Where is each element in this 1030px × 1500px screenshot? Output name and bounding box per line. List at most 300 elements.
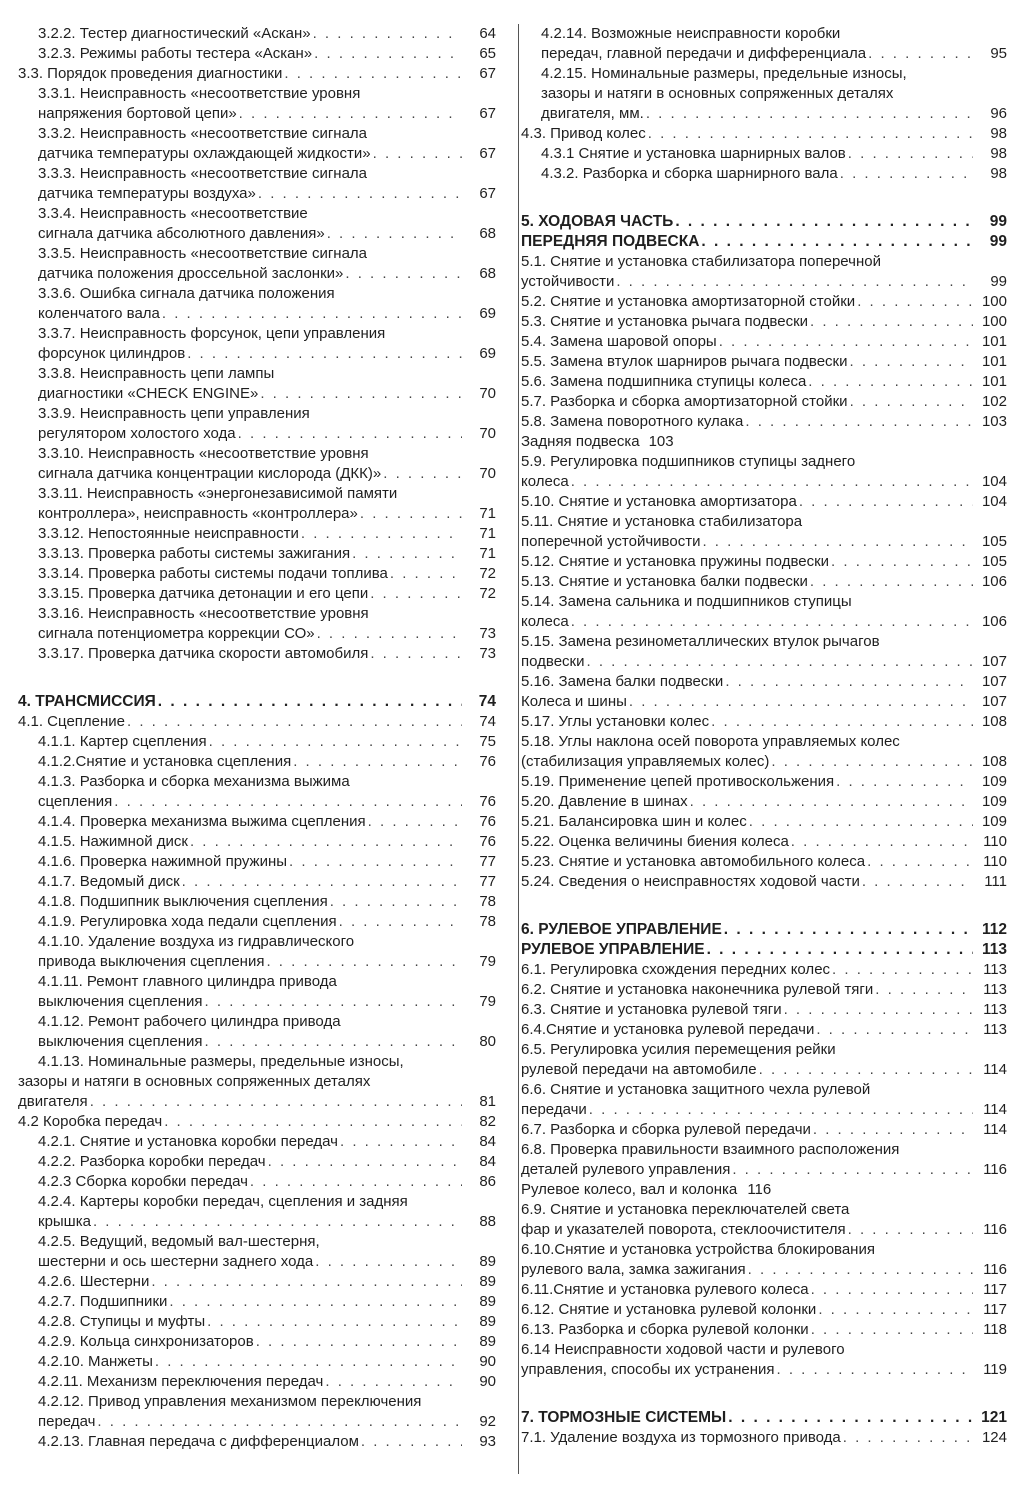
- toc-leader-dots: [358, 504, 462, 524]
- toc-page-number: 98: [990, 145, 1007, 162]
- toc-line: [18, 244, 496, 264]
- toc-entry-title: 6.12. Снятие и установка рулевой колонки: [521, 1301, 817, 1318]
- toc-entry-title: 6.11.Снятие и установка рулевого колеса: [521, 1281, 809, 1298]
- toc-leader-dots: [775, 1360, 973, 1380]
- toc-entry-title: 4.2.15. Номинальные размеры, предельные износы,: [541, 65, 907, 82]
- toc-entry: [18, 584, 496, 604]
- toc-line: [521, 1340, 1007, 1360]
- toc-page-number: 108: [981, 753, 1007, 770]
- toc-line: [521, 752, 1007, 772]
- toc-line: [521, 472, 1007, 492]
- toc-leader-dots: [337, 912, 462, 932]
- toc-line: [521, 612, 1007, 632]
- toc-entry: [521, 1080, 1007, 1120]
- toc-entry-title: 5.21. Балансировка шин и колес: [521, 813, 747, 830]
- toc-entry: [18, 164, 496, 204]
- toc-entry-title: 5.14. Замена сальника и подшипников ступицы: [521, 593, 852, 610]
- toc-entry-title: 4.2.10. Манжеты: [38, 1353, 153, 1370]
- toc-leader-dots: [162, 1112, 462, 1132]
- toc-entry-title: 5.7. Разборка и сборка амортизаторной стойки: [521, 393, 848, 410]
- toc-leader-dots: [95, 1412, 462, 1432]
- toc-leader-dots: [258, 384, 462, 404]
- toc-page-number: 109: [981, 793, 1007, 810]
- toc-line: [521, 1000, 1007, 1020]
- toc-page-number: 81: [479, 1093, 496, 1110]
- toc-line: [18, 524, 496, 544]
- toc-entry-title: 3.3.12. Непостоянные неисправности: [38, 525, 299, 542]
- toc-entry-title: 4.1.11. Ремонт главного цилиндра привода: [38, 973, 337, 990]
- toc-entry-title: колеса: [521, 613, 569, 630]
- toc-leader-dots: [797, 492, 973, 512]
- toc-entry-title: 3.3.13. Проверка работы системы зажигания: [38, 545, 351, 562]
- toc-line: [521, 1080, 1007, 1100]
- toc-page-number: 74: [478, 693, 496, 710]
- toc-entry: [18, 732, 496, 752]
- toc-page-number: 70: [479, 465, 496, 482]
- toc-entry-title: двигателя, мм.: [541, 105, 644, 122]
- toc-line: [18, 424, 496, 444]
- toc-entry-title: передач, главной передачи и дифференциала: [541, 45, 867, 62]
- toc-leader-dots: [149, 1272, 462, 1292]
- toc-leader-dots: [381, 464, 462, 484]
- toc-leader-dots: [287, 852, 462, 872]
- toc-page-number: 117: [983, 1281, 1007, 1298]
- toc-entry-title: 4.1.12. Ремонт рабочего цилиндра привода: [38, 1013, 341, 1030]
- toc-line: [521, 24, 1007, 44]
- toc-line: [18, 992, 496, 1012]
- toc-entry-title: 3.3. Порядок проведения диагностики: [18, 65, 283, 82]
- toc-page-number: 114: [983, 1121, 1007, 1138]
- toc-entry-title: 4.2.5. Ведущий, ведомый вал-шестерня,: [38, 1233, 320, 1250]
- toc-page-number: 102: [981, 393, 1007, 410]
- toc-entry-title: 4.1. Сцепление: [18, 713, 126, 730]
- toc-line: [18, 544, 496, 564]
- toc-page-number: 106: [981, 573, 1007, 590]
- toc-leader-dots: [866, 44, 973, 64]
- toc-entry: [18, 1172, 496, 1192]
- toc-line: [18, 952, 496, 972]
- toc-page-number: 77: [479, 873, 496, 890]
- toc-page-number: 109: [981, 773, 1007, 790]
- toc-entry: [521, 592, 1007, 632]
- toc-leader-dots: [203, 992, 462, 1012]
- toc-page-number: 114: [983, 1061, 1007, 1078]
- toc-entry: [521, 1320, 1007, 1340]
- toc-entry-title: 3.3.7. Неисправность форсунок, цепи управления: [38, 325, 386, 342]
- toc-leader-dots: [614, 272, 973, 292]
- toc-entry-title: 3.3.16. Неисправность «несоответствие уровня: [38, 605, 369, 622]
- toc-page-number: 86: [479, 1173, 496, 1190]
- toc-line: [18, 692, 496, 712]
- toc-line: [18, 624, 496, 644]
- toc-leader-dots: [350, 544, 462, 564]
- toc-leader-dots: [782, 1000, 973, 1020]
- toc-page-number: 89: [479, 1253, 496, 1270]
- toc-page-number: 76: [479, 793, 496, 810]
- toc-entry-title: 4.2.3 Сборка коробки передач: [38, 1173, 248, 1190]
- toc-entry-title: 5.16. Замена балки подвески: [521, 673, 724, 690]
- toc-page-number: 101: [981, 373, 1007, 390]
- toc-entry-title: 6.10.Снятие и установка устройства блокирования: [521, 1241, 875, 1258]
- toc-entry: [521, 312, 1007, 332]
- toc-entry-title: выключения сцепления: [38, 993, 203, 1010]
- toc-line: [521, 492, 1007, 512]
- toc-page-number: 93: [479, 1433, 496, 1450]
- toc-entry-title: 6. РУЛЕВОЕ УПРАВЛЕНИЕ: [521, 921, 722, 938]
- toc-line: [521, 372, 1007, 392]
- toc-leader-dots: [266, 1152, 462, 1172]
- toc-line: [521, 1120, 1007, 1140]
- toc-entry: [18, 1152, 496, 1172]
- toc-line: [18, 1052, 496, 1072]
- toc-leader-dots: [723, 672, 973, 692]
- toc-entry-title: деталей рулевого управления: [521, 1161, 731, 1178]
- toc-entry: [18, 1312, 496, 1332]
- toc-entry-title: 6.6. Снятие и установка защитного чехла рулевой: [521, 1081, 871, 1098]
- toc-page-number: 100: [981, 293, 1007, 310]
- toc-entry: [521, 960, 1007, 980]
- toc-line: [521, 692, 1007, 712]
- toc-page-number: 107: [981, 693, 1007, 710]
- toc-entry: [18, 84, 496, 124]
- toc-entry: [521, 1340, 1007, 1380]
- toc-entry-title: 3.3.8. Неисправность цепи лампы: [38, 365, 275, 382]
- toc-entry-title: 5.12. Снятие и установка пружины подвески: [521, 553, 830, 570]
- toc-line: [18, 644, 496, 664]
- toc-column-right: [518, 24, 1007, 1474]
- toc-line: [18, 484, 496, 504]
- toc-page-number: 79: [479, 953, 496, 970]
- toc-entry-title: колеса: [521, 473, 569, 490]
- toc-page-number: 67: [479, 65, 496, 82]
- toc-entry-title: 4.1.13. Номинальные размеры, предельные износы,: [38, 1053, 404, 1070]
- toc-entry: [521, 352, 1007, 372]
- toc-entry-title: 3.3.17. Проверка датчика скорости автомобиля: [38, 645, 369, 662]
- toc-line: [18, 204, 496, 224]
- toc-page-number: 82: [479, 1113, 496, 1130]
- toc-line: [521, 960, 1007, 980]
- toc-line: [18, 44, 496, 64]
- toc-entry-title: привода выключения сцепления: [38, 953, 265, 970]
- toc-page-number: 112: [981, 921, 1007, 938]
- toc-leader-dots: [185, 344, 462, 364]
- toc-page-number: 96: [990, 105, 1007, 122]
- toc-page-number: 113: [983, 1001, 1007, 1018]
- toc-entry-title: 5.9. Регулировка подшипников ступицы заднего: [521, 453, 856, 470]
- toc-entry-title: 5.4. Замена шаровой опоры: [521, 333, 717, 350]
- toc-line: [18, 872, 496, 892]
- toc-line: [18, 1152, 496, 1172]
- toc-entry-title: 4.3.2. Разборка и сборка шарнирного вала: [541, 165, 838, 182]
- toc-entry: [521, 1280, 1007, 1300]
- toc-leader-dots: [699, 232, 973, 252]
- toc-entry-title: зазоры и натяги в основных сопряженных деталях: [541, 85, 894, 102]
- toc-line: [521, 1200, 1007, 1220]
- toc-page-number: 80: [479, 1033, 496, 1050]
- toc-entry-title: (стабилизация управляемых колес): [521, 753, 770, 770]
- toc-entry: [521, 1428, 1007, 1448]
- toc-line: [18, 852, 496, 872]
- toc-leader-dots: [388, 564, 462, 584]
- toc-page-number: 69: [479, 345, 496, 362]
- toc-line: [521, 64, 1007, 84]
- toc-line: [521, 1060, 1007, 1080]
- toc-page-number: 89: [479, 1333, 496, 1350]
- toc-line: [18, 324, 496, 344]
- toc-entry-title: 6.4.Снятие и установка рулевой передачи: [521, 1021, 815, 1038]
- toc-entry-title: 4.1.7. Ведомый диск: [38, 873, 180, 890]
- toc-leader-dots: [808, 572, 973, 592]
- toc-entry-title: 3.3.14. Проверка работы системы подачи топлива: [38, 565, 388, 582]
- toc-entry-title: 5.17. Углы установки колес: [521, 713, 710, 730]
- toc-line: [18, 1272, 496, 1292]
- toc-entry: [18, 1372, 496, 1392]
- toc-line: [18, 304, 496, 324]
- toc-entry-title: 4.2.2. Разборка коробки передач: [38, 1153, 266, 1170]
- toc-page-number: 110: [983, 853, 1007, 870]
- toc-line: [521, 652, 1007, 672]
- toc-leader-dots: [156, 692, 462, 712]
- toc-leader-dots: [834, 772, 973, 792]
- toc-page-number: 89: [479, 1273, 496, 1290]
- toc-entry: [521, 512, 1007, 552]
- toc-line: [521, 1220, 1007, 1240]
- toc-line: [18, 1072, 496, 1092]
- toc-entry-title: сигнала датчика абсолютного давления»: [38, 225, 325, 242]
- toc-line: [18, 564, 496, 584]
- toc-section: [521, 232, 1007, 252]
- toc-entry-title: ПЕРЕДНЯЯ ПОДВЕСКА: [521, 233, 700, 250]
- toc-entry-title: 3.3.2. Неисправность «несоответствие сигнала: [38, 125, 368, 142]
- toc-entry: [521, 1020, 1007, 1040]
- toc-leader-dots: [809, 1280, 973, 1300]
- toc-entry-title: 5. ХОДОВАЯ ЧАСТЬ: [521, 213, 674, 230]
- toc-line: [18, 1232, 496, 1252]
- toc-line: [521, 232, 1007, 252]
- toc-page-number: 72: [479, 565, 496, 582]
- toc-page-number: 78: [479, 893, 496, 910]
- toc-entry-title: 3.3.11. Неисправность «энергонезависимой памяти: [38, 485, 398, 502]
- toc-entry-title: 3.3.9. Неисправность цепи управления: [38, 405, 310, 422]
- toc-page-number: 99: [989, 213, 1007, 230]
- toc-page-number: 100: [981, 313, 1007, 330]
- toc-entry-title: 4.1.6. Проверка нажимной пружины: [38, 853, 288, 870]
- toc-entry-title: датчика температуры охлаждающей жидкости»: [38, 145, 371, 162]
- toc-entry-title: 4.1.10. Удаление воздуха из гидравлического: [38, 933, 355, 950]
- toc-entry: [18, 544, 496, 564]
- toc-line: [18, 24, 496, 44]
- toc-entry: [18, 644, 496, 664]
- toc-entry: [18, 1012, 496, 1052]
- toc-entry: [18, 972, 496, 1012]
- toc-leader-dots: [865, 852, 973, 872]
- toc-entry: [18, 1352, 496, 1372]
- toc-entry: [18, 284, 496, 324]
- toc-leader-dots: [829, 552, 973, 572]
- toc-page-number: 70: [479, 425, 496, 442]
- toc-entry-title: двигателя: [18, 1093, 88, 1110]
- toc-line: [521, 1160, 1007, 1180]
- toc-entry-title: Колеса и шины: [521, 693, 627, 710]
- toc-entry: [521, 1300, 1007, 1320]
- toc-line: [18, 752, 496, 772]
- toc-entry: [521, 124, 1007, 144]
- toc-line: [521, 872, 1007, 892]
- toc-entry: [521, 1040, 1007, 1080]
- toc-line: [521, 852, 1007, 872]
- toc-entry-title: 4.1.3. Разборка и сборка механизма выжима: [38, 773, 350, 790]
- toc-entry-title: РУЛЕВОЕ УПРАВЛЕНИЕ: [521, 941, 705, 958]
- toc-entry-title: 3.3.5. Неисправность «несоответствие сигнала: [38, 245, 368, 262]
- toc-leader-dots: [848, 392, 973, 412]
- toc-page-number: 109: [981, 813, 1007, 830]
- toc-leader-dots: [203, 1032, 462, 1052]
- toc-leader-dots: [91, 1212, 462, 1232]
- toc-entry: [521, 1140, 1007, 1180]
- toc-entry-title: 3.2.3. Режимы работы тестера «Аскан»: [38, 45, 313, 62]
- toc-leader-dots: [860, 872, 973, 892]
- toc-entry-title: датчика температуры воздуха»: [38, 185, 256, 202]
- toc-line: [521, 572, 1007, 592]
- toc-entry: [18, 752, 496, 772]
- toc-entry: [521, 1200, 1007, 1240]
- toc-entry-title: 3.3.1. Неисправность «несоответствие уровня: [38, 85, 361, 102]
- toc-page-number: 65: [479, 45, 496, 62]
- toc-line: [521, 512, 1007, 532]
- toc-entry-title: 4.2.9. Кольца синхронизаторов: [38, 1333, 254, 1350]
- toc-entry-title: 5.5. Замена втулок шарниров рычага подвески: [521, 353, 848, 370]
- toc-leader-dots: [743, 412, 973, 432]
- toc-line: [18, 1332, 496, 1352]
- toc-line: [18, 384, 496, 404]
- toc-leader-dots: [207, 732, 462, 752]
- toc-entry: [521, 1180, 1007, 1200]
- toc-page-number: 118: [983, 1321, 1007, 1338]
- toc-line: [521, 812, 1007, 832]
- toc-entry-title: поперечной устойчивости: [521, 533, 701, 550]
- toc-entry-title: сигнала датчика концентрации кислорода (ДКК)»: [38, 465, 382, 482]
- toc-entry-title: 4. ТРАНСМИССИЯ: [18, 693, 156, 710]
- toc-entry: [18, 1392, 496, 1432]
- toc-entry: [18, 1292, 496, 1312]
- toc-entry: [521, 164, 1007, 184]
- toc-leader-dots: [368, 584, 462, 604]
- toc-entry: [521, 632, 1007, 672]
- toc-entry-title: подвески: [521, 653, 585, 670]
- toc-entry-title: крышка: [38, 1213, 91, 1230]
- toc-entry-title: 5.15. Замена резинометаллических втулок рычагов: [521, 633, 880, 650]
- toc-leader-dots: [709, 712, 973, 732]
- toc-entry: [521, 792, 1007, 812]
- toc-page-number: 84: [479, 1133, 496, 1150]
- toc-leader-dots: [569, 472, 973, 492]
- toc-page-number: 70: [479, 385, 496, 402]
- toc-page-number: 71: [479, 545, 496, 562]
- toc-entry-title: 4.1.1. Картер сцепления: [38, 733, 207, 750]
- toc-page-number: 72: [479, 585, 496, 602]
- toc-page-number: 92: [479, 1413, 496, 1430]
- toc-line: [521, 1020, 1007, 1040]
- toc-line: [521, 252, 1007, 272]
- toc-leader-dots: [328, 892, 462, 912]
- toc-page-number: 76: [479, 753, 496, 770]
- toc-page-number: 88: [479, 1213, 496, 1230]
- toc-entry-title: рулевой передачи на автомобиле: [521, 1061, 757, 1078]
- toc-line: [521, 832, 1007, 852]
- toc-page-number: 113: [983, 981, 1007, 998]
- toc-entry-title: 3.3.10. Неисправность «несоответствие уровня: [38, 445, 369, 462]
- toc-leader-dots: [730, 1160, 973, 1180]
- toc-entry-title: передач: [38, 1413, 96, 1430]
- toc-leader-dots: [236, 424, 462, 444]
- toc-line: [18, 1352, 496, 1372]
- toc-line: [18, 972, 496, 992]
- toc-entry-title: 5.2. Снятие и установка амортизаторной стойки: [521, 293, 856, 310]
- toc-page-number: 108: [981, 713, 1007, 730]
- toc-page-number: 78: [479, 913, 496, 930]
- toc-entry: [18, 1332, 496, 1352]
- toc-page-number: 68: [479, 225, 496, 242]
- toc-page-number: 113: [983, 961, 1007, 978]
- toc-leader-dots: [811, 1120, 973, 1140]
- toc-entry-title: 5.22. Оценка величины биения колеса: [521, 833, 789, 850]
- toc-line: [521, 432, 1007, 452]
- toc-entry: [521, 1000, 1007, 1020]
- section-gap: [521, 892, 1007, 920]
- toc-entry: [18, 444, 496, 484]
- toc-entry-title: передачи: [521, 1101, 587, 1118]
- toc-line: [18, 832, 496, 852]
- toc-entry: [521, 772, 1007, 792]
- toc-page-number: 111: [984, 873, 1007, 890]
- toc-entry-title: 4.2.13. Главная передача с дифференциалом: [38, 1433, 359, 1450]
- toc-line: [521, 164, 1007, 184]
- toc-entry-title: сцепления: [38, 793, 113, 810]
- toc-line: [521, 980, 1007, 1000]
- toc-leader-dots: [254, 1332, 462, 1352]
- toc-page-number: 68: [479, 265, 496, 282]
- toc-line: [521, 1180, 1007, 1200]
- toc-entry: [18, 244, 496, 284]
- toc-entry-title: 3.2.2. Тестер диагностический «Аскан»: [38, 25, 311, 42]
- toc-page-number: 119: [983, 1361, 1007, 1378]
- toc-leader-dots: [717, 332, 973, 352]
- toc-leader-dots: [88, 1092, 462, 1112]
- toc-leader-dots: [838, 164, 973, 184]
- toc-line: [18, 284, 496, 304]
- toc-entry-title: коленчатого вала: [38, 305, 160, 322]
- toc-page-number: 98: [990, 165, 1007, 182]
- toc-line: [18, 1092, 496, 1112]
- toc-leader-dots: [366, 812, 462, 832]
- toc-line: [18, 84, 496, 104]
- toc-entry-title: датчика положения дроссельной заслонки»: [38, 265, 344, 282]
- toc-entry-title: 7. ТОРМОЗНЫЕ СИСТЕМЫ: [521, 1409, 727, 1426]
- toc-entry: [18, 564, 496, 584]
- toc-line: [18, 264, 496, 284]
- toc-entry-title: зазоры и натяги в основных сопряженных деталях: [18, 1073, 371, 1090]
- toc-leader-dots: [264, 952, 462, 972]
- toc-entry-title: Рулевое колесо, вал и колонка: [521, 1181, 738, 1198]
- toc-leader-dots: [830, 960, 973, 980]
- toc-line: [521, 352, 1007, 372]
- toc-entry: [18, 812, 496, 832]
- toc-entry-title: 4.2.11. Механизм переключения передач: [38, 1373, 324, 1390]
- toc-leader-dots: [726, 1408, 973, 1428]
- toc-line: [521, 1300, 1007, 1320]
- toc-entry: [521, 372, 1007, 392]
- toc-line: [18, 812, 496, 832]
